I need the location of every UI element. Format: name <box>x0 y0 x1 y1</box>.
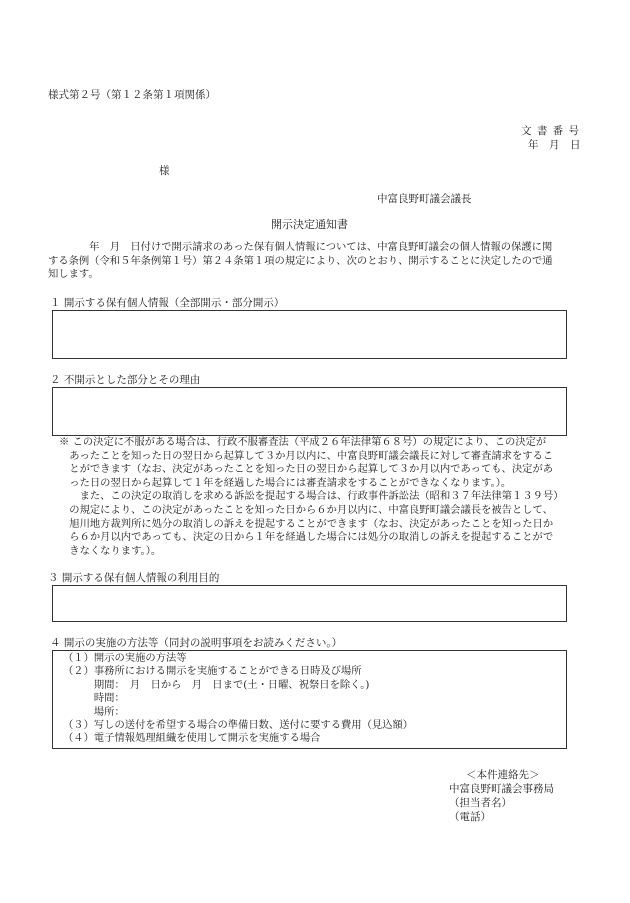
intro-paragraph <box>48 241 553 282</box>
contact-heading: ＜本件連絡先＞ <box>466 769 540 781</box>
note-line: ら６か月以内であっても、決定の日から１年を経過した場合には処分の取消しの訴えを提起することがで <box>59 531 554 544</box>
note-line: の規定により、この決定があったことを知った日から６か月以内に、中富良野町議会議長を被告として、 <box>59 503 553 516</box>
section3-label: ３ 開示する保有個人情報の利用目的 <box>48 572 220 584</box>
section4-item: （１）開示の実施の方法等 <box>63 652 187 664</box>
intro-line: 知します。 <box>48 268 99 281</box>
note-line: あったことを知った日の翌日から起算して３か月以内に、中富良野町議会議長に対して審査請求をするこ <box>59 449 554 462</box>
contact-person: （担当者名） <box>449 797 512 809</box>
section1-label: １ 開示する保有個人情報（全部開示・部分開示） <box>50 297 285 309</box>
section4-box <box>52 650 567 749</box>
section1-field[interactable] <box>52 310 567 359</box>
addressee-suffix: 様 <box>159 165 170 177</box>
section2-field[interactable] <box>52 387 567 436</box>
note-line: 旭川地方裁判所に処分の取消しの訴えを提起することができます（なお、決定があったことを知った日か <box>59 517 554 530</box>
note-line: った日の翌日から起算して１年を経過した場合には審査請求をすることができなくなります。）。 <box>59 476 512 489</box>
section4-item: 場所： <box>63 705 125 718</box>
note-line: きなくなります。）。 <box>59 544 162 557</box>
section3-field[interactable] <box>52 585 567 622</box>
document-date: 年 月 日 <box>528 139 581 151</box>
section4-label: ４ 開示の実施の方法等（同封の説明事項をお読みください。） <box>50 637 343 649</box>
section4-item: （４）電子情報処理組織を使用して開示を実施する場合 <box>63 732 321 745</box>
intro-line: する条例（令和５年条例第１号）第２４条第１項の規定により、次のとおり、開示することに決定したので通 <box>48 254 553 267</box>
form-id: 様式第２号（第１２条第１項関係） <box>48 89 216 101</box>
section4-item: 時間： <box>63 692 125 705</box>
section4-item: 期間： 月 日から 月 日まで(土・日曜、祝祭日を除く。) <box>63 678 370 691</box>
section4-item: （３）写しの送付を希望する場合の準備日数、送付に要する費用（見込額） <box>63 719 414 732</box>
note-line: とができます（なお、決定があったことを知った日の翌日から起算して３か月以内であっても、決定があ <box>59 463 554 476</box>
contact-phone: （電話） <box>449 811 491 823</box>
appeal-note <box>59 436 564 558</box>
document-number: 文 書 番 号 <box>521 125 581 137</box>
issuer: 中富良野町議会議長 <box>377 193 472 205</box>
contact-office: 中富良野町議会事務局 <box>449 783 554 795</box>
intro-line: 年 月 日付けで開示請求のあった保有個人情報については、中富良野町議会の個人情報の保護に関 <box>48 241 553 253</box>
section4-item: （２）事務所における開示を実施することができる日時及び場所 <box>63 665 362 678</box>
section2-label: ２ 不開示とした部分とその理由 <box>50 374 201 386</box>
note-line: また、この決定の取消しを求める訴訟を提起する場合は、行政事件訴訟法（昭和３７年法律第１３９号） <box>59 490 564 503</box>
document-title: 開示決定通知書 <box>271 218 348 231</box>
note-line: ※ この決定に不服がある場合は、行政不服審査法（平成２６年法律第６８号）の規定により、この決定が <box>59 436 547 448</box>
